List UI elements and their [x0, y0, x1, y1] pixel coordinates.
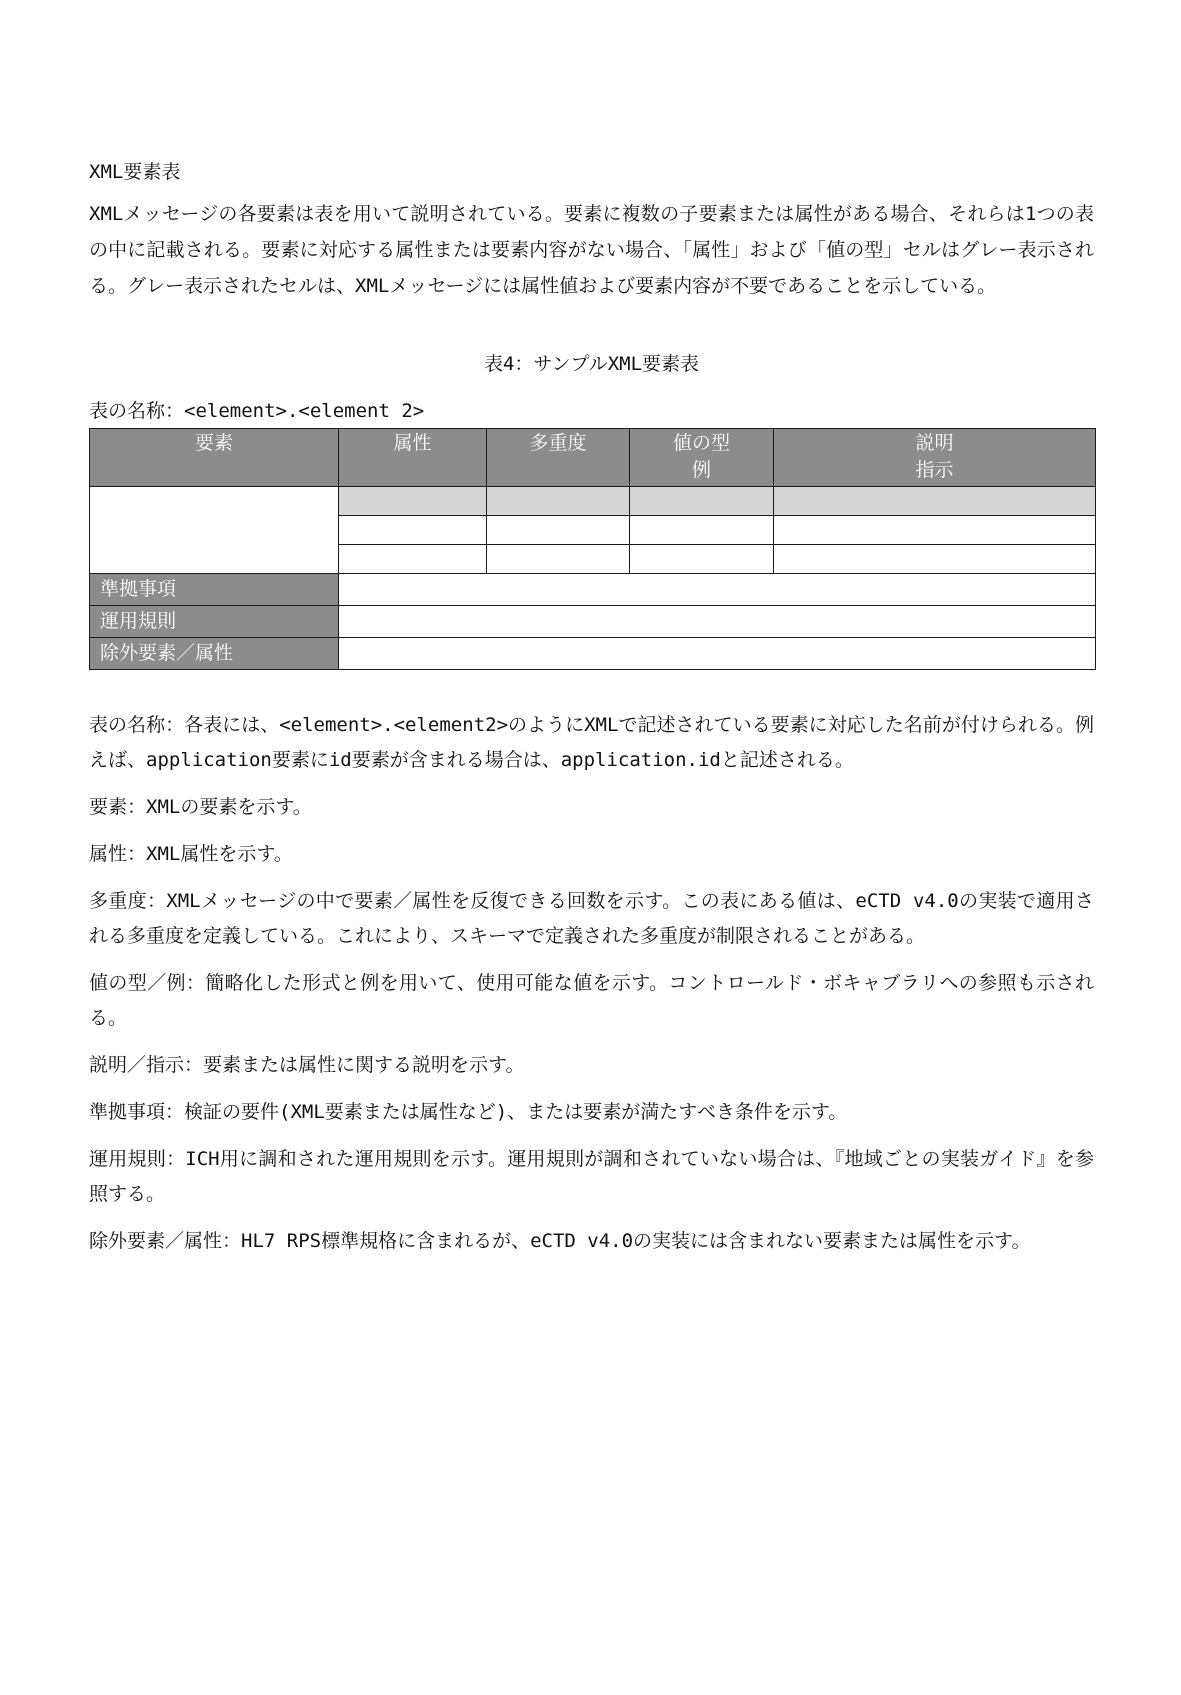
table-header-row: [90, 429, 1096, 487]
header-value-type-line2: 例: [691, 459, 711, 481]
description-cell: [774, 516, 1096, 545]
section-heading: XML要素表: [89, 161, 181, 183]
header-value-type: [630, 429, 774, 487]
excluded-value: [339, 638, 1096, 670]
definition-paragraph: 要素：XMLの要素を示す。: [89, 796, 312, 818]
attribute-cell-grey: [339, 487, 487, 516]
description-cell: [774, 545, 1096, 574]
intro-paragraph: XMLメッセージの各要素は表を用いて説明されている。要素に複数の子要素または属性がある場合、それらは1つの表の中に記載される。要素に対応する属性または要素内容がない場合、「属性」および「値の型」セルはグレー表示される。グレー表示されたセルは、XMLメッセージには属性値および要素内容が不要であることを示している。: [89, 203, 1094, 297]
value-type-cell-grey: [630, 487, 774, 516]
excluded-row: [90, 638, 1096, 670]
excluded-label: 除外要素／属性: [90, 638, 339, 670]
header-description: [774, 429, 1096, 487]
definition-paragraph: 除外要素／属性：HL7 RPS標準規格に含まれるが、eCTD v4.0の実装には含まれない要素または属性を示す。: [89, 1230, 1031, 1252]
header-description-line2: 指示: [915, 459, 954, 481]
multiplicity-cell: [487, 516, 630, 545]
definition-paragraph: 表の名称：各表には、<element>.<element2>のようにXMLで記述されている要素に対応した名前が付けられる。例えば、application要素にid要素が含まれる場合は、application.idと記述される。: [89, 714, 1094, 771]
table-name-label: 表の名称：<element>.<element 2>: [89, 400, 425, 422]
operation-rules-label: 運用規則: [90, 606, 339, 638]
header-description-line1: 説明: [915, 432, 954, 454]
sample-xml-element-table: [89, 428, 1096, 670]
definition-paragraph: 説明／指示：要素または属性に関する説明を示す。: [89, 1054, 525, 1076]
description-cell-grey: [774, 487, 1096, 516]
definitions-list: [89, 708, 1094, 1271]
definition-paragraph: 運用規則：ICH用に調和された運用規則を示す。運用規則が調和されていない場合は、『地域ごとの実装ガイド』を参照する。: [89, 1148, 1094, 1205]
multiplicity-cell: [487, 545, 630, 574]
value-type-cell: [630, 516, 774, 545]
definition-paragraph: 値の型／例：簡略化した形式と例を用いて、使用可能な値を示す。コントロールド・ボキャブラリへの参照も示される。: [89, 972, 1094, 1029]
attribute-cell: [339, 545, 487, 574]
header-element: 要素: [90, 429, 339, 487]
operation-rules-row: [90, 606, 1096, 638]
element-cell: [90, 487, 339, 574]
value-type-cell: [630, 545, 774, 574]
definition-paragraph: 多重度：XMLメッセージの中で要素／属性を反復できる回数を示す。この表にある値は、eCTD v4.0の実装で適用される多重度を定義している。これにより、スキーマで定義された多重度が制限されることがある。: [89, 890, 1094, 947]
multiplicity-cell-grey: [487, 487, 630, 516]
definition-paragraph: 準拠事項：検証の要件(XML要素または属性など)、または要素が満たすべき条件を示す。: [89, 1101, 848, 1123]
conformance-label: 準拠事項: [90, 574, 339, 606]
header-attribute: 属性: [339, 429, 487, 487]
operation-rules-value: [339, 606, 1096, 638]
definition-paragraph: 属性：XML属性を示す。: [89, 843, 293, 865]
attribute-cell: [339, 516, 487, 545]
conformance-value: [339, 574, 1096, 606]
table-caption: 表4：サンプルXML要素表: [483, 353, 700, 375]
conformance-row: [90, 574, 1096, 606]
header-value-type-line1: 値の型: [672, 432, 730, 454]
table-row: [90, 487, 1096, 516]
header-multiplicity: 多重度: [487, 429, 630, 487]
